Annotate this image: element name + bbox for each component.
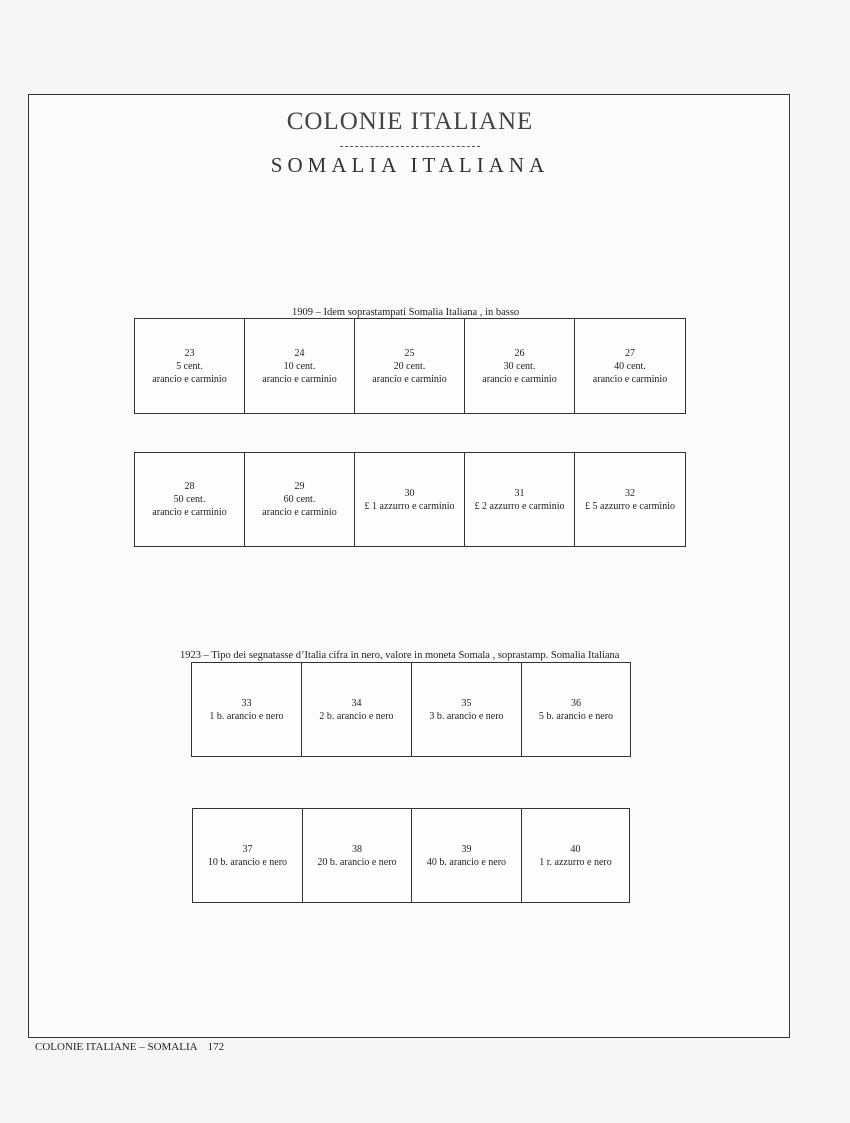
page-subtitle: SOMALIA ITALIANA	[270, 153, 550, 177]
stamp-slot-28	[135, 453, 245, 546]
page-title: COLONIE ITALIANE	[286, 108, 534, 135]
stamp-number: 24	[294, 347, 305, 359]
stamp-value: 20 b. arancio e nero	[317, 856, 397, 868]
stamp-slot-35	[412, 663, 522, 756]
stamp-number: 35	[461, 697, 472, 709]
stamp-color: arancio e carminio	[592, 373, 668, 385]
stamp-slot-23	[135, 319, 245, 413]
stamp-value: 30 cent.	[503, 360, 536, 372]
stamp-color: arancio e carminio	[262, 507, 337, 518]
stamp-color: arancio e carminio	[372, 373, 447, 385]
stamp-color: arancio e carminio	[262, 373, 337, 385]
stamp-number: 33	[241, 697, 252, 709]
stamp-slot-33	[192, 663, 302, 756]
stamp-number: 32	[625, 487, 635, 499]
stamp-slot-37	[193, 809, 303, 902]
stamp-value: 10 b. arancio e nero	[207, 856, 288, 868]
stamp-slot-34	[302, 663, 412, 756]
stamp-value: 40 b. arancio e nero	[426, 856, 507, 868]
stamp-number: 29	[294, 481, 305, 492]
stamp-number: 38	[352, 843, 362, 855]
section-1923-caption: 1923 – Tipo dei segnatasse d’Italia cifra in nero, valore in moneta Somala , soprastamp. Somalia Italiana	[180, 650, 620, 661]
stamp-value: 60 cent.	[283, 494, 316, 505]
footer-label: COLONIE ITALIANE – SOMALIA	[35, 1041, 198, 1053]
stamp-row-4	[192, 808, 630, 903]
stamp-number: 30	[404, 487, 415, 499]
stamp-slot-32	[575, 453, 685, 546]
stamp-number: 34	[351, 697, 362, 709]
stamp-slot-38	[303, 809, 412, 902]
stamp-value: 40 cent.	[614, 360, 646, 372]
stamp-value: 2 b. arancio e nero	[319, 710, 394, 722]
stamp-number: 27	[625, 347, 635, 359]
stamp-value: 20 cent.	[393, 360, 426, 372]
stamp-number: 37	[242, 843, 253, 855]
stamp-slot-40	[522, 809, 629, 902]
stamp-value: £ 2 azzurro e carminio	[474, 500, 565, 512]
page-footer	[35, 1041, 224, 1053]
stamp-slot-36	[522, 663, 630, 756]
stamp-value: 50 cent.	[173, 494, 206, 505]
stamp-value: 5 b. arancio e nero	[538, 710, 614, 722]
stamp-color: arancio e carminio	[152, 507, 227, 518]
stamp-row-1	[134, 318, 686, 414]
stamp-number: 39	[461, 843, 472, 855]
stamp-number: 25	[404, 347, 415, 359]
stamp-value: £ 5 azzurro e carminio	[585, 500, 675, 512]
stamp-number: 36	[571, 697, 581, 709]
stamp-slot-25	[355, 319, 465, 413]
stamp-slot-39	[412, 809, 522, 902]
stamp-row-3	[191, 662, 631, 757]
title-divider	[340, 146, 480, 147]
stamp-number: 26	[514, 347, 525, 359]
stamp-slot-26	[465, 319, 575, 413]
stamp-value: 5 cent.	[176, 360, 203, 372]
stamp-slot-27	[575, 319, 685, 413]
stamp-number: 40	[570, 843, 581, 855]
stamp-slot-24	[245, 319, 355, 413]
stamp-value: 1 r. azzurro e nero	[539, 856, 612, 868]
section-1909-caption: 1909 – Idem soprastampati Somalia Italiana , in basso	[292, 307, 520, 318]
stamp-value: 1 b. arancio e nero	[209, 710, 284, 722]
stamp-value: 3 b. arancio e nero	[429, 710, 504, 722]
stamp-color: arancio e carminio	[152, 373, 227, 385]
stamp-number: 23	[184, 347, 195, 359]
stamp-number: 28	[184, 481, 195, 492]
stamp-slot-30	[355, 453, 465, 546]
stamp-value: £ 1 azzurro e carminio	[364, 500, 455, 512]
stamp-value: 10 cent.	[283, 360, 316, 372]
stamp-slot-29	[245, 453, 355, 546]
page-number: 172	[207, 1041, 225, 1053]
stamp-slot-31	[465, 453, 575, 546]
stamp-color: arancio e carminio	[482, 373, 557, 385]
stamp-number: 31	[514, 487, 525, 499]
stamp-row-2	[134, 452, 686, 547]
